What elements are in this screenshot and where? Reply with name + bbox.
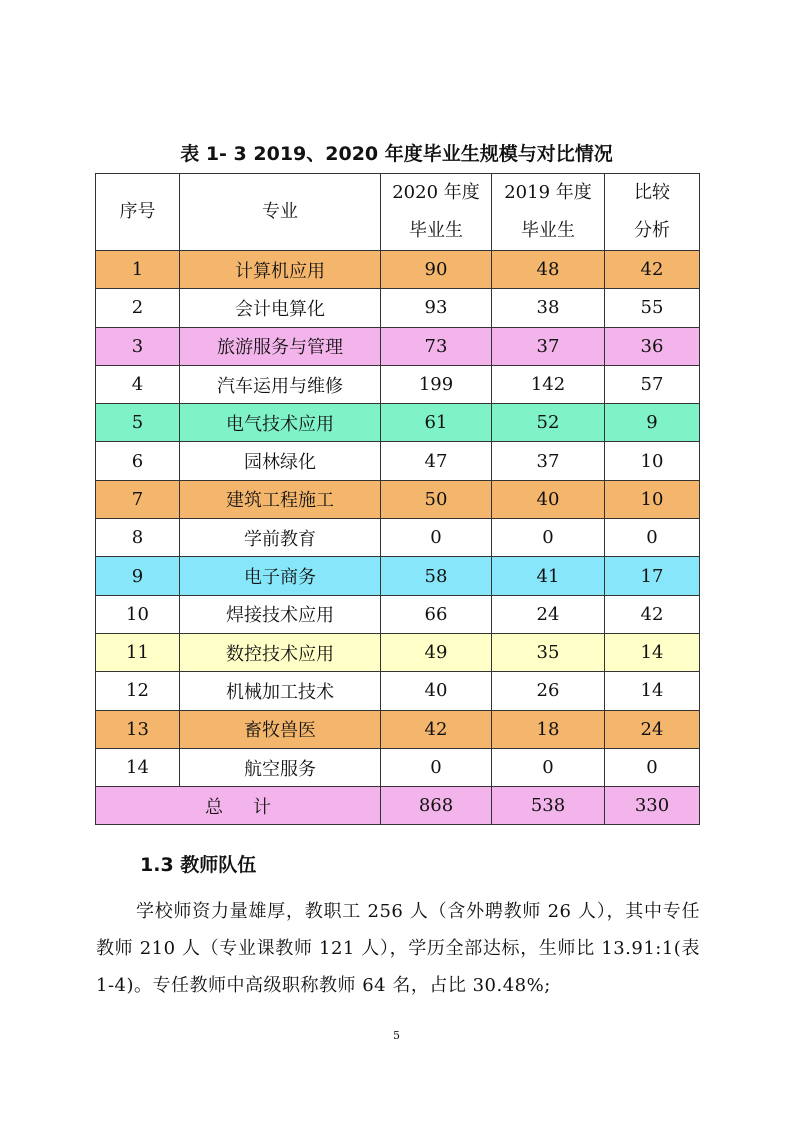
- cell-2019: 37: [492, 327, 605, 365]
- cell-diff: 14: [605, 633, 700, 671]
- total-label: 总计: [96, 787, 381, 825]
- cell-major: 电气技术应用: [180, 404, 381, 442]
- cell-2020: 90: [381, 251, 492, 289]
- cell-diff: 0: [605, 519, 700, 557]
- cell-diff: 14: [605, 672, 700, 710]
- cell-no: 12: [96, 672, 180, 710]
- cell-2020: 49: [381, 633, 492, 671]
- table-header-row: [96, 174, 700, 251]
- page-number: 5: [393, 1029, 400, 1042]
- cell-diff: 9: [605, 404, 700, 442]
- cell-no: 11: [96, 633, 180, 671]
- cell-2019: 41: [492, 557, 605, 595]
- cell-2020: 73: [381, 327, 492, 365]
- cell-2020: 42: [381, 710, 492, 748]
- cell-no: 1: [96, 251, 180, 289]
- cell-major: 汽车运用与维修: [180, 365, 381, 403]
- cell-no: 6: [96, 442, 180, 480]
- cell-2020: 0: [381, 748, 492, 786]
- table-row: [96, 251, 700, 289]
- cell-2020: 0: [381, 519, 492, 557]
- table-row: [96, 365, 700, 403]
- cell-2020: 58: [381, 557, 492, 595]
- cell-major: 建筑工程施工: [180, 480, 381, 518]
- header-2019: 2019 年度 毕业生: [492, 174, 605, 251]
- header-major: 专业: [180, 174, 381, 251]
- cell-no: 3: [96, 327, 180, 365]
- cell-major: 计算机应用: [180, 251, 381, 289]
- cell-diff: 17: [605, 557, 700, 595]
- cell-2019: 37: [492, 442, 605, 480]
- cell-major: 电子商务: [180, 557, 381, 595]
- section-paragraph: 学校师资力量雄厚，教职工 256 人（含外聘教师 26 人），其中专任教师 210 人（专业课教师 121 人），学历全部达标，生师比 13.91:1(表 1-4)。专任教师中高级职称教师 64 名，占比 30.48%;: [96, 901, 700, 996]
- cell-2019: 52: [492, 404, 605, 442]
- table-row: [96, 519, 700, 557]
- cell-2020: 47: [381, 442, 492, 480]
- table-row: [96, 672, 700, 710]
- graduates-table: [95, 173, 700, 825]
- cell-no: 10: [96, 595, 180, 633]
- cell-diff: 42: [605, 251, 700, 289]
- cell-no: 9: [96, 557, 180, 595]
- cell-no: 2: [96, 289, 180, 327]
- total-diff: 330: [605, 787, 700, 825]
- cell-2019: 35: [492, 633, 605, 671]
- cell-no: 7: [96, 480, 180, 518]
- cell-diff: 0: [605, 748, 700, 786]
- cell-major: 数控技术应用: [180, 633, 381, 671]
- cell-major: 焊接技术应用: [180, 595, 381, 633]
- table-row: [96, 442, 700, 480]
- cell-no: 5: [96, 404, 180, 442]
- table-total-row: [96, 787, 700, 825]
- cell-no: 14: [96, 748, 180, 786]
- header-2020: 2020 年度 毕业生: [381, 174, 492, 251]
- cell-2019: 24: [492, 595, 605, 633]
- cell-diff: 57: [605, 365, 700, 403]
- section-heading: 1.3 教师队伍: [140, 854, 257, 876]
- table-row: [96, 633, 700, 671]
- cell-no: 13: [96, 710, 180, 748]
- cell-diff: 10: [605, 442, 700, 480]
- header-no: 序号: [96, 174, 180, 251]
- cell-major: 学前教育: [180, 519, 381, 557]
- table-row: [96, 595, 700, 633]
- cell-2019: 40: [492, 480, 605, 518]
- cell-2019: 0: [492, 748, 605, 786]
- cell-no: 8: [96, 519, 180, 557]
- table-row: [96, 557, 700, 595]
- cell-major: 机械加工技术: [180, 672, 381, 710]
- total-2019: 538: [492, 787, 605, 825]
- cell-2020: 199: [381, 365, 492, 403]
- cell-2019: 18: [492, 710, 605, 748]
- cell-diff: 10: [605, 480, 700, 518]
- cell-2020: 50: [381, 480, 492, 518]
- table-caption: 表 1- 3 2019、2020 年度毕业生规模与对比情况: [180, 143, 613, 165]
- cell-2020: 61: [381, 404, 492, 442]
- cell-2019: 0: [492, 519, 605, 557]
- header-compare: 比较 分析: [605, 174, 700, 251]
- table-row: [96, 480, 700, 518]
- cell-diff: 24: [605, 710, 700, 748]
- cell-diff: 55: [605, 289, 700, 327]
- table-row: [96, 404, 700, 442]
- cell-major: 会计电算化: [180, 289, 381, 327]
- table-row: [96, 289, 700, 327]
- cell-major: 航空服务: [180, 748, 381, 786]
- table-row: [96, 327, 700, 365]
- cell-major: 旅游服务与管理: [180, 327, 381, 365]
- cell-2020: 40: [381, 672, 492, 710]
- cell-2019: 48: [492, 251, 605, 289]
- cell-2020: 93: [381, 289, 492, 327]
- total-2020: 868: [381, 787, 492, 825]
- cell-2019: 38: [492, 289, 605, 327]
- table-row: [96, 710, 700, 748]
- cell-no: 4: [96, 365, 180, 403]
- cell-diff: 36: [605, 327, 700, 365]
- table-row: [96, 748, 700, 786]
- cell-2019: 26: [492, 672, 605, 710]
- cell-2019: 142: [492, 365, 605, 403]
- cell-major: 畜牧兽医: [180, 710, 381, 748]
- cell-2020: 66: [381, 595, 492, 633]
- cell-major: 园林绿化: [180, 442, 381, 480]
- cell-diff: 42: [605, 595, 700, 633]
